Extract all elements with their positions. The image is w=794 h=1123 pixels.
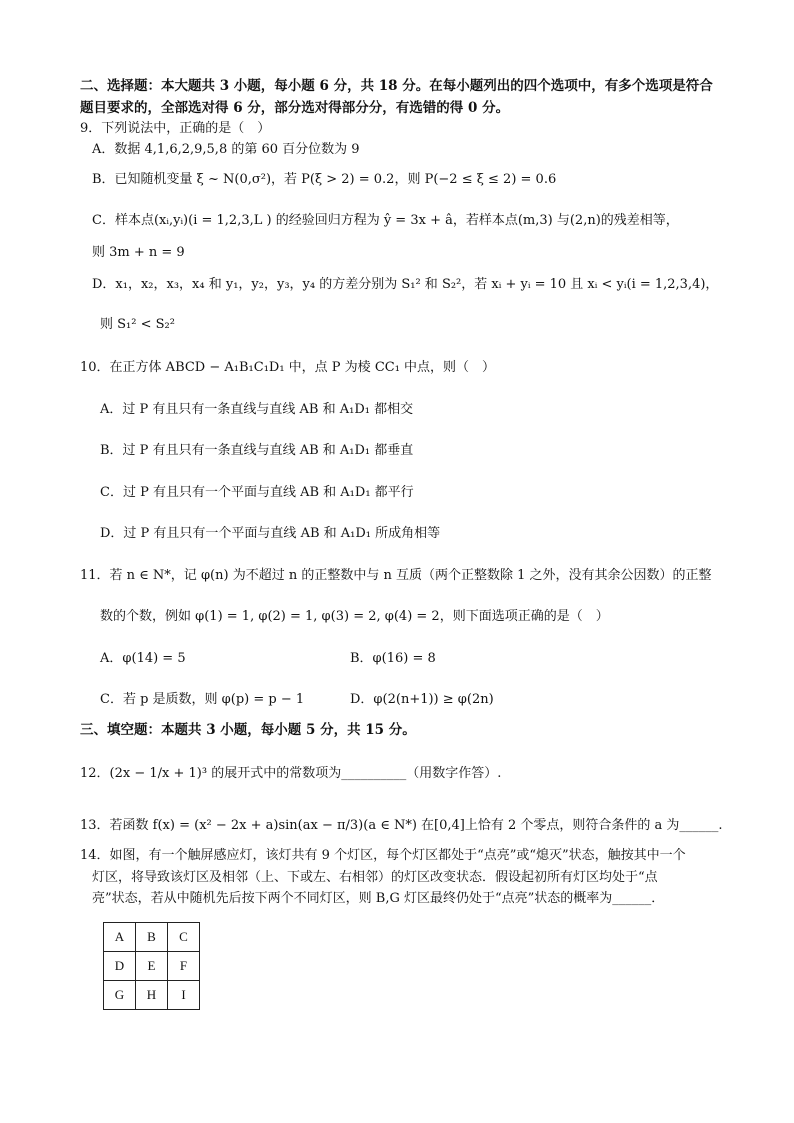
q11-option-b: B．φ(16) = 8 [350, 651, 436, 666]
section2-heading-line1: 二、选择题：本大题共 3 小题，每小题 6 分，共 18 分。在每小题列出的四个选项中，有多个选项是符合 [80, 78, 713, 94]
q9-option-d-line1: D．x₁，x₂，x₃，x₄ 和 y₁，y₂，y₃，y₄ 的方差分别为 S₁² 和 S₂²，若 xᵢ + yᵢ = 10 且 xᵢ < yᵢ(i = 1,2,3,4)， [92, 277, 719, 292]
q10-option-c: C．过 P 有且只有一个平面与直线 AB 和 A₁D₁ 都平行 [100, 485, 414, 500]
q9-option-b: B．已知随机变量 ξ ~ N(0,σ²)，若 P(ξ > 2) = 0.2，则 P(−2 ≤ ξ ≤ 2) = 0.6 [92, 172, 557, 187]
light-grid [103, 922, 200, 1010]
grid-cell-g: G [104, 981, 136, 1010]
q9-option-a: A．数据 4,1,6,2,9,5,8 的第 60 百分位数为 9 [92, 142, 360, 157]
grid-cell-f: F [168, 952, 200, 981]
grid-cell-a: A [104, 923, 136, 952]
grid-cell-b: B [136, 923, 168, 952]
grid-row [104, 952, 200, 981]
grid-cell-h: H [136, 981, 168, 1010]
q9-option-c-line2: 则 3m + n = 9 [92, 245, 185, 260]
grid-cell-i: I [168, 981, 200, 1010]
q9-stem: 9．下列说法中，正确的是（ ） [80, 121, 271, 136]
q11-stem-line2: 数的个数，例如 φ(1) = 1, φ(2) = 1, φ(3) = 2, φ(4) = 2，则下面选项正确的是（ ） [100, 609, 609, 624]
q10-option-b: B．过 P 有且只有一条直线与直线 AB 和 A₁D₁ 都垂直 [100, 443, 414, 458]
grid-row [104, 923, 200, 952]
q10-option-d: D．过 P 有且只有一个平面与直线 AB 和 A₁D₁ 所成角相等 [100, 526, 441, 541]
q10-option-a: A．过 P 有且只有一条直线与直线 AB 和 A₁D₁ 都相交 [100, 402, 414, 417]
q14-line3: 亮”状态，若从中随机先后按下两个不同灯区，则 B,G 灯区最终仍处于“点亮”状态的概率为______． [92, 891, 665, 906]
q14-line2: 灯区，将导致该灯区及相邻（上、下或左、右相邻）的灯区改变状态．假设起初所有灯区均处于“点 [92, 870, 658, 885]
q9-option-d-line2: 则 S₁² < S₂² [100, 317, 175, 332]
q9-option-c-line1: C．样本点(xᵢ,yᵢ)(i = 1,2,3,L ) 的经验回归方程为 ŷ = 3x + â，若样本点(m,3) 与(2,n)的残差相等， [92, 213, 679, 228]
q12-text: 12．(2x − 1/x + 1)³ 的展开式中的常数项为__________（用数字作答）. [80, 766, 502, 781]
grid-cell-e: E [136, 952, 168, 981]
q11-option-a: A．φ(14) = 5 [100, 651, 186, 666]
section3-heading: 三、填空题：本题共 3 小题，每小题 5 分，共 15 分。 [80, 722, 416, 738]
grid-row [104, 981, 200, 1010]
q10-stem: 10．在正方体 ABCD − A₁B₁C₁D₁ 中，点 P 为棱 CC₁ 中点，则（ ） [80, 360, 496, 375]
q13-text: 13．若函数 f(x) = (x² − 2x + a)sin(ax − π/3)(a ∈ N*) 在[0,4]上恰有 2 个零点，则符合条件的 a 为______. [80, 818, 723, 833]
q14-line1: 14．如图，有一个触屏感应灯，该灯共有 9 个灯区，每个灯区都处于“点亮”或“熄灭”状态，触按其中一个 [80, 848, 686, 863]
q11-option-c: C．若 p 是质数，则 φ(p) = p − 1 [100, 692, 305, 707]
q11-option-d: D．φ(2(n+1)) ≥ φ(2n) [350, 692, 494, 707]
grid-cell-d: D [104, 952, 136, 981]
q11-stem-line1: 11．若 n ∈ N*，记 φ(n) 为不超过 n 的正整数中与 n 互质（两个正整数除 1 之外，没有其余公因数）的正整 [80, 568, 712, 583]
grid-cell-c: C [168, 923, 200, 952]
section2-heading-line2: 题目要求的，全部选对得 6 分，部分选对得部分分，有选错的得 0 分。 [80, 100, 510, 116]
